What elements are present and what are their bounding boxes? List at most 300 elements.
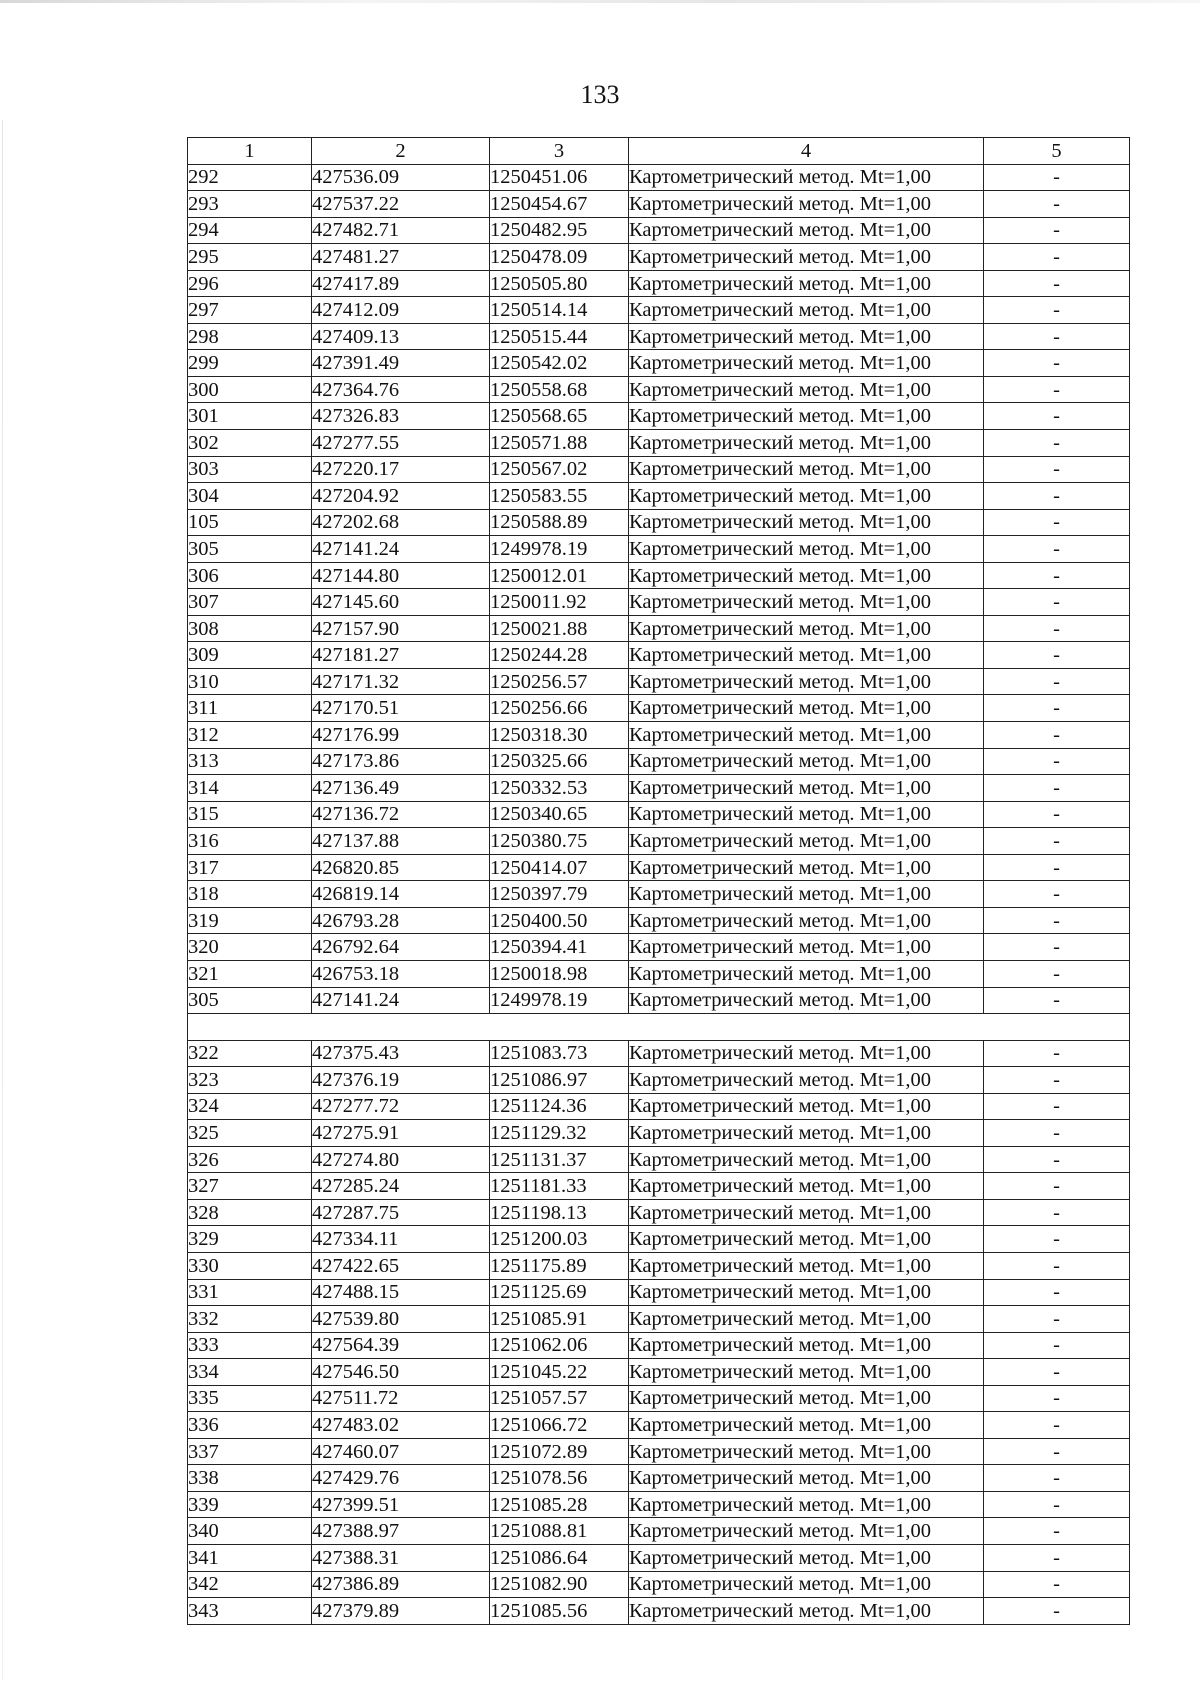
note-cell: - [984,589,1130,616]
table-row [188,483,1130,510]
x-coordinate-cell: 427391.49 [312,350,490,377]
y-coordinate-cell: 1250478.09 [490,244,629,271]
y-coordinate-cell: 1251086.97 [490,1067,629,1094]
note-cell: - [984,1544,1130,1571]
note-cell: - [984,801,1130,828]
point-number-cell: 321 [188,960,312,987]
table-row [188,828,1130,855]
x-coordinate-cell: 426820.85 [312,854,490,881]
note-cell: - [984,1093,1130,1120]
x-coordinate-cell: 426793.28 [312,907,490,934]
method-cell: Картометрический метод. Mt=1,00 [629,403,984,430]
y-coordinate-cell: 1250514.14 [490,297,629,324]
note-cell: - [984,907,1130,934]
y-coordinate-cell: 1250332.53 [490,775,629,802]
point-number-cell: 325 [188,1120,312,1147]
table-row [188,854,1130,881]
y-coordinate-cell: 1250414.07 [490,854,629,881]
x-coordinate-cell: 426819.14 [312,881,490,908]
point-number-cell: 302 [188,430,312,457]
note-cell: - [984,1146,1130,1173]
table-row [188,1332,1130,1359]
x-coordinate-cell: 427326.83 [312,403,490,430]
column-header-2: 2 [312,138,490,165]
method-cell: Картометрический метод. Mt=1,00 [629,1199,984,1226]
table-row [188,164,1130,191]
method-cell: Картометрический метод. Mt=1,00 [629,907,984,934]
point-number-cell: 337 [188,1438,312,1465]
x-coordinate-cell: 427141.24 [312,536,490,563]
method-cell: Картометрический метод. Mt=1,00 [629,748,984,775]
note-cell: - [984,244,1130,271]
point-number-cell: 294 [188,217,312,244]
point-number-cell: 293 [188,191,312,218]
x-coordinate-cell: 427204.92 [312,483,490,510]
note-cell: - [984,1438,1130,1465]
table-row [188,775,1130,802]
column-header-4: 4 [629,138,984,165]
point-number-cell: 314 [188,775,312,802]
table-row [188,881,1130,908]
point-number-cell: 341 [188,1544,312,1571]
x-coordinate-cell: 426753.18 [312,960,490,987]
table-row [188,1571,1130,1598]
method-cell: Картометрический метод. Mt=1,00 [629,642,984,669]
x-coordinate-cell: 427220.17 [312,456,490,483]
point-number-cell: 332 [188,1306,312,1333]
method-cell: Картометрический метод. Mt=1,00 [629,1412,984,1439]
method-cell: Картометрический метод. Mt=1,00 [629,430,984,457]
y-coordinate-cell: 1251175.89 [490,1252,629,1279]
table-row [188,270,1130,297]
note-cell: - [984,1306,1130,1333]
table-row [188,1438,1130,1465]
method-cell: Картометрический метод. Mt=1,00 [629,589,984,616]
note-cell: - [984,934,1130,961]
y-coordinate-cell: 1250583.55 [490,483,629,510]
table-row [188,1465,1130,1492]
method-cell: Картометрический метод. Mt=1,00 [629,1359,984,1386]
y-coordinate-cell: 1251082.90 [490,1571,629,1598]
method-cell: Картометрический метод. Mt=1,00 [629,1518,984,1545]
x-coordinate-cell: 427141.24 [312,987,490,1014]
y-coordinate-cell: 1251085.56 [490,1598,629,1625]
x-coordinate-cell: 427481.27 [312,244,490,271]
point-number-cell: 322 [188,1040,312,1067]
method-cell: Картометрический метод. Mt=1,00 [629,376,984,403]
method-cell: Картометрический метод. Mt=1,00 [629,1306,984,1333]
point-number-cell: 334 [188,1359,312,1386]
table-row [188,323,1130,350]
scan-edge-top [0,0,1200,3]
y-coordinate-cell: 1251198.13 [490,1199,629,1226]
y-coordinate-cell: 1251088.81 [490,1518,629,1545]
table-body [188,164,1130,1624]
method-cell: Картометрический метод. Mt=1,00 [629,536,984,563]
x-coordinate-cell: 427334.11 [312,1226,490,1253]
table-row [188,1518,1130,1545]
column-header-3: 3 [490,138,629,165]
note-cell: - [984,1385,1130,1412]
note-cell: - [984,1518,1130,1545]
note-cell: - [984,1465,1130,1492]
y-coordinate-cell: 1251124.36 [490,1093,629,1120]
note-cell: - [984,1412,1130,1439]
point-number-cell: 342 [188,1571,312,1598]
table-row [188,1252,1130,1279]
x-coordinate-cell: 427412.09 [312,297,490,324]
point-number-cell: 296 [188,270,312,297]
point-number-cell: 299 [188,350,312,377]
note-cell: - [984,1598,1130,1625]
x-coordinate-cell: 427564.39 [312,1332,490,1359]
y-coordinate-cell: 1250018.98 [490,960,629,987]
note-cell: - [984,1359,1130,1386]
table-row [188,642,1130,669]
method-cell: Картометрический метод. Mt=1,00 [629,881,984,908]
x-coordinate-cell: 427388.31 [312,1544,490,1571]
x-coordinate-cell: 427375.43 [312,1040,490,1067]
y-coordinate-cell: 1250325.66 [490,748,629,775]
point-number-cell: 331 [188,1279,312,1306]
note-cell: - [984,217,1130,244]
y-coordinate-cell: 1251086.64 [490,1544,629,1571]
note-cell: - [984,1199,1130,1226]
column-header-1: 1 [188,138,312,165]
table-row [188,509,1130,536]
y-coordinate-cell: 1251062.06 [490,1332,629,1359]
note-cell: - [984,668,1130,695]
point-number-cell: 307 [188,589,312,616]
table-row [188,960,1130,987]
x-coordinate-cell: 427537.22 [312,191,490,218]
x-coordinate-cell: 427274.80 [312,1146,490,1173]
method-cell: Картометрический метод. Mt=1,00 [629,695,984,722]
x-coordinate-cell: 427376.19 [312,1067,490,1094]
table-row [188,1385,1130,1412]
y-coordinate-cell: 1251085.28 [490,1491,629,1518]
method-cell: Картометрический метод. Mt=1,00 [629,1120,984,1147]
note-cell: - [984,1120,1130,1147]
note-cell: - [984,748,1130,775]
method-cell: Картометрический метод. Mt=1,00 [629,1040,984,1067]
x-coordinate-cell: 427275.91 [312,1120,490,1147]
y-coordinate-cell: 1250567.02 [490,456,629,483]
method-cell: Картометрический метод. Mt=1,00 [629,775,984,802]
table-row [188,403,1130,430]
table-row [188,297,1130,324]
method-cell: Картометрический метод. Mt=1,00 [629,987,984,1014]
x-coordinate-cell: 427386.89 [312,1571,490,1598]
note-cell: - [984,1332,1130,1359]
method-cell: Картометрический метод. Mt=1,00 [629,1226,984,1253]
point-number-cell: 297 [188,297,312,324]
y-coordinate-cell: 1250454.67 [490,191,629,218]
note-cell: - [984,430,1130,457]
y-coordinate-cell: 1251131.37 [490,1146,629,1173]
method-cell: Картометрический метод. Mt=1,00 [629,960,984,987]
table-row [188,456,1130,483]
note-cell: - [984,881,1130,908]
point-number-cell: 313 [188,748,312,775]
point-number-cell: 312 [188,722,312,749]
note-cell: - [984,456,1130,483]
y-coordinate-cell: 1249978.19 [490,987,629,1014]
method-cell: Картометрический метод. Mt=1,00 [629,1465,984,1492]
method-cell: Картометрический метод. Mt=1,00 [629,668,984,695]
note-cell: - [984,297,1130,324]
table-row [188,589,1130,616]
group-separator-row [188,1014,1130,1041]
note-cell: - [984,987,1130,1014]
x-coordinate-cell: 427287.75 [312,1199,490,1226]
point-number-cell: 298 [188,323,312,350]
table-row [188,1544,1130,1571]
point-number-cell: 328 [188,1199,312,1226]
y-coordinate-cell: 1250011.92 [490,589,629,616]
y-coordinate-cell: 1250515.44 [490,323,629,350]
x-coordinate-cell: 427144.80 [312,562,490,589]
method-cell: Картометрический метод. Mt=1,00 [629,1491,984,1518]
point-number-cell: 318 [188,881,312,908]
method-cell: Картометрический метод. Mt=1,00 [629,1093,984,1120]
note-cell: - [984,1279,1130,1306]
table-row [188,668,1130,695]
y-coordinate-cell: 1250400.50 [490,907,629,934]
method-cell: Картометрический метод. Mt=1,00 [629,1252,984,1279]
x-coordinate-cell: 427536.09 [312,164,490,191]
table-row [188,907,1130,934]
note-cell: - [984,164,1130,191]
x-coordinate-cell: 427429.76 [312,1465,490,1492]
method-cell: Картометрический метод. Mt=1,00 [629,1598,984,1625]
table-header-row [188,138,1130,165]
point-number-cell: 295 [188,244,312,271]
point-number-cell: 308 [188,615,312,642]
method-cell: Картометрический метод. Mt=1,00 [629,297,984,324]
note-cell: - [984,775,1130,802]
y-coordinate-cell: 1251057.57 [490,1385,629,1412]
note-cell: - [984,536,1130,563]
x-coordinate-cell: 427137.88 [312,828,490,855]
table-row [188,934,1130,961]
y-coordinate-cell: 1250568.65 [490,403,629,430]
y-coordinate-cell: 1250340.65 [490,801,629,828]
method-cell: Картометрический метод. Mt=1,00 [629,350,984,377]
point-number-cell: 301 [188,403,312,430]
table-row [188,1226,1130,1253]
note-cell: - [984,509,1130,536]
method-cell: Картометрический метод. Mt=1,00 [629,1571,984,1598]
note-cell: - [984,562,1130,589]
y-coordinate-cell: 1251072.89 [490,1438,629,1465]
point-number-cell: 303 [188,456,312,483]
note-cell: - [984,695,1130,722]
table-row [188,191,1130,218]
point-number-cell: 315 [188,801,312,828]
note-cell: - [984,615,1130,642]
y-coordinate-cell: 1250012.01 [490,562,629,589]
method-cell: Картометрический метод. Mt=1,00 [629,509,984,536]
table-row [188,244,1130,271]
x-coordinate-cell: 427176.99 [312,722,490,749]
x-coordinate-cell: 427157.90 [312,615,490,642]
table-row [188,217,1130,244]
y-coordinate-cell: 1250571.88 [490,430,629,457]
x-coordinate-cell: 427285.24 [312,1173,490,1200]
method-cell: Картометрический метод. Mt=1,00 [629,854,984,881]
table-row [188,1040,1130,1067]
x-coordinate-cell: 427145.60 [312,589,490,616]
note-cell: - [984,1173,1130,1200]
table-row [188,536,1130,563]
y-coordinate-cell: 1250588.89 [490,509,629,536]
method-cell: Картометрический метод. Mt=1,00 [629,828,984,855]
table-row [188,1199,1130,1226]
column-header-5: 5 [984,138,1130,165]
method-cell: Картометрический метод. Mt=1,00 [629,217,984,244]
x-coordinate-cell: 427399.51 [312,1491,490,1518]
coordinates-table [187,137,1130,1625]
method-cell: Картометрический метод. Mt=1,00 [629,1544,984,1571]
y-coordinate-cell: 1251125.69 [490,1279,629,1306]
method-cell: Картометрический метод. Mt=1,00 [629,1146,984,1173]
method-cell: Картометрический метод. Mt=1,00 [629,164,984,191]
note-cell: - [984,350,1130,377]
table-row [188,695,1130,722]
x-coordinate-cell: 427409.13 [312,323,490,350]
table-row [188,1067,1130,1094]
method-cell: Картометрический метод. Mt=1,00 [629,801,984,828]
point-number-cell: 326 [188,1146,312,1173]
method-cell: Картометрический метод. Mt=1,00 [629,244,984,271]
scan-edge-left [2,120,3,1680]
y-coordinate-cell: 1250542.02 [490,350,629,377]
method-cell: Картометрический метод. Mt=1,00 [629,1332,984,1359]
x-coordinate-cell: 427388.97 [312,1518,490,1545]
note-cell: - [984,323,1130,350]
x-coordinate-cell: 427202.68 [312,509,490,536]
note-cell: - [984,1226,1130,1253]
note-cell: - [984,828,1130,855]
table-row [188,615,1130,642]
method-cell: Картометрический метод. Mt=1,00 [629,1438,984,1465]
x-coordinate-cell: 427364.76 [312,376,490,403]
point-number-cell: 319 [188,907,312,934]
point-number-cell: 300 [188,376,312,403]
y-coordinate-cell: 1251200.03 [490,1226,629,1253]
point-number-cell: 306 [188,562,312,589]
point-number-cell: 323 [188,1067,312,1094]
point-number-cell: 340 [188,1518,312,1545]
method-cell: Картометрический метод. Mt=1,00 [629,722,984,749]
point-number-cell: 316 [188,828,312,855]
point-number-cell: 105 [188,509,312,536]
y-coordinate-cell: 1250244.28 [490,642,629,669]
method-cell: Картометрический метод. Mt=1,00 [629,1173,984,1200]
point-number-cell: 327 [188,1173,312,1200]
method-cell: Картометрический метод. Mt=1,00 [629,1279,984,1306]
table-row [188,350,1130,377]
y-coordinate-cell: 1251066.72 [490,1412,629,1439]
x-coordinate-cell: 427181.27 [312,642,490,669]
note-cell: - [984,1571,1130,1598]
x-coordinate-cell: 427173.86 [312,748,490,775]
point-number-cell: 304 [188,483,312,510]
point-number-cell: 305 [188,987,312,1014]
point-number-cell: 310 [188,668,312,695]
note-cell: - [984,722,1130,749]
table-row [188,1491,1130,1518]
y-coordinate-cell: 1251085.91 [490,1306,629,1333]
y-coordinate-cell: 1250021.88 [490,615,629,642]
y-coordinate-cell: 1250318.30 [490,722,629,749]
point-number-cell: 343 [188,1598,312,1625]
x-coordinate-cell: 427482.71 [312,217,490,244]
method-cell: Картометрический метод. Mt=1,00 [629,1067,984,1094]
note-cell: - [984,1252,1130,1279]
x-coordinate-cell: 427136.49 [312,775,490,802]
y-coordinate-cell: 1251045.22 [490,1359,629,1386]
point-number-cell: 335 [188,1385,312,1412]
method-cell: Картометрический метод. Mt=1,00 [629,191,984,218]
table-row [188,801,1130,828]
y-coordinate-cell: 1251129.32 [490,1120,629,1147]
note-cell: - [984,270,1130,297]
method-cell: Картометрический метод. Mt=1,00 [629,934,984,961]
method-cell: Картометрический метод. Mt=1,00 [629,1385,984,1412]
y-coordinate-cell: 1250256.66 [490,695,629,722]
y-coordinate-cell: 1251083.73 [490,1040,629,1067]
x-coordinate-cell: 427170.51 [312,695,490,722]
point-number-cell: 339 [188,1491,312,1518]
y-coordinate-cell: 1250451.06 [490,164,629,191]
point-number-cell: 329 [188,1226,312,1253]
note-cell: - [984,191,1130,218]
table-row [188,376,1130,403]
method-cell: Картометрический метод. Mt=1,00 [629,562,984,589]
x-coordinate-cell: 427136.72 [312,801,490,828]
note-cell: - [984,403,1130,430]
point-number-cell: 292 [188,164,312,191]
table-row [188,1093,1130,1120]
note-cell: - [984,960,1130,987]
y-coordinate-cell: 1250482.95 [490,217,629,244]
point-number-cell: 330 [188,1252,312,1279]
table-row [188,430,1130,457]
method-cell: Картометрический метод. Mt=1,00 [629,456,984,483]
point-number-cell: 317 [188,854,312,881]
method-cell: Картометрический метод. Mt=1,00 [629,323,984,350]
table-row [188,987,1130,1014]
x-coordinate-cell: 427171.32 [312,668,490,695]
point-number-cell: 305 [188,536,312,563]
note-cell: - [984,483,1130,510]
note-cell: - [984,1067,1130,1094]
x-coordinate-cell: 427488.15 [312,1279,490,1306]
table-row [188,1598,1130,1625]
table-row [188,1120,1130,1147]
note-cell: - [984,854,1130,881]
x-coordinate-cell: 427277.55 [312,430,490,457]
y-coordinate-cell: 1250394.41 [490,934,629,961]
note-cell: - [984,1491,1130,1518]
method-cell: Картометрический метод. Mt=1,00 [629,483,984,510]
x-coordinate-cell: 427539.80 [312,1306,490,1333]
point-number-cell: 338 [188,1465,312,1492]
y-coordinate-cell: 1251078.56 [490,1465,629,1492]
y-coordinate-cell: 1250558.68 [490,376,629,403]
